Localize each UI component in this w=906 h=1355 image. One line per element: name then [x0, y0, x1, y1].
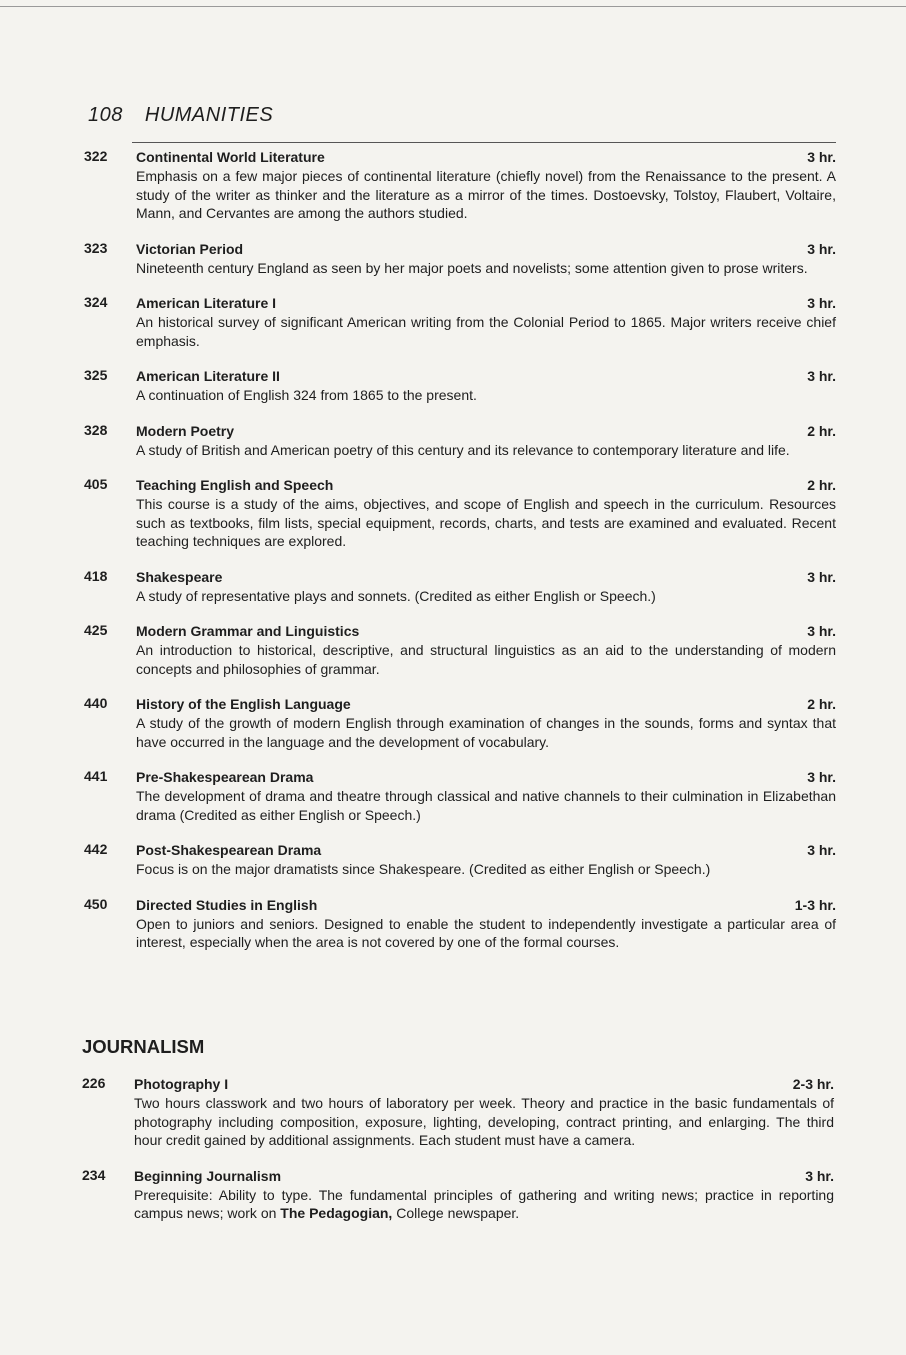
- course-hours: 2-3 hr.: [792, 1076, 834, 1092]
- course-hours: 3 hr.: [807, 842, 836, 858]
- course-title: Teaching English and Speech: [136, 477, 334, 493]
- course-entry: [84, 476, 836, 551]
- header-rule: [132, 142, 836, 143]
- course-hours: 2 hr.: [807, 422, 836, 439]
- course-title: Shakespeare: [136, 568, 223, 585]
- page-number: 108: [88, 104, 123, 126]
- course-hours: 3 hr.: [807, 240, 836, 257]
- course-heading: [136, 367, 836, 386]
- course-heading: [136, 695, 836, 714]
- course-number: 328: [84, 421, 108, 438]
- course-heading: [136, 294, 836, 313]
- course-title: Victorian Period: [136, 240, 244, 257]
- course-number: 441: [84, 768, 108, 784]
- course-entry: [82, 1167, 834, 1223]
- course-heading: [136, 568, 836, 587]
- course-description: This course is a study of the aims, objectives, and scope of English and speech in the curriculum. Resources such as textbooks, film lists, special equipment, records, charts, and tests are examined and evaluated. Recent teaching techniques are explored.: [136, 496, 836, 549]
- course-entry: [84, 148, 836, 223]
- newspaper-name: The Pedagogian,: [280, 1205, 393, 1221]
- course-description: An historical survey of significant American writing from the Colonial Period to 1865. Major writers receive chief emphasis.: [136, 314, 836, 349]
- course-entry: [84, 422, 836, 460]
- course-number: 425: [84, 622, 108, 638]
- course-hours: 2 hr.: [807, 696, 836, 712]
- course-heading: [134, 1167, 834, 1186]
- course-entry: [84, 768, 836, 824]
- course-number: 442: [84, 841, 108, 857]
- course-hours: 2 hr.: [807, 477, 836, 493]
- page-header: [88, 104, 838, 127]
- course-title: Modern Poetry: [136, 422, 235, 439]
- course-hours: 3 hr.: [807, 295, 836, 311]
- course-heading: [136, 622, 836, 641]
- course-heading: [136, 422, 836, 441]
- journalism-section: [82, 1030, 834, 1240]
- course-title: History of the English Language: [136, 696, 351, 712]
- course-title: Pre-Shakespearean Drama: [136, 769, 314, 785]
- course-description: Nineteenth century England as seen by her major poets and novelists; some attention given to prose writers.: [136, 259, 808, 276]
- course-entry: [84, 622, 836, 678]
- course-description: Two hours classwork and two hours of laboratory per week. Theory and practice in the basic fundamentals of photography including composition, exposure, lighting, developing, contract printing, and enlarging. The third hour credit gained by additional assignments. Each student must have a camera.: [134, 1095, 834, 1148]
- course-heading: [136, 240, 836, 259]
- course-heading: [136, 841, 836, 860]
- course-title: Continental World Literature: [136, 149, 325, 165]
- course-description: An introduction to historical, descriptive, and structural linguistics as an aid to the understanding of modern concepts and philosophies of grammar.: [136, 642, 836, 677]
- course-description: Open to juniors and seniors. Designed to enable the student to independently investigate a particular area of interest, especially when the area is not covered by one of the formal courses.: [136, 915, 836, 950]
- section-title: HUMANITIES: [144, 104, 274, 126]
- course-heading: [134, 1075, 834, 1094]
- course-hours: 3 hr.: [807, 368, 836, 384]
- course-hours: 3 hr.: [807, 623, 836, 639]
- course-heading: [136, 768, 836, 787]
- course-description: Prerequisite: Ability to type. The fundamental principles of gathering and writing news; practice in reporting campus news; work on The Pedagogian, College newspaper.: [134, 1186, 834, 1221]
- course-description: A study of British and American poetry of this century and its relevance to contemporary literature and life.: [136, 441, 790, 458]
- journalism-course-list: [82, 1075, 834, 1223]
- course-hours: 3 hr.: [807, 149, 836, 165]
- course-entry: [84, 841, 836, 879]
- course-number: 323: [84, 239, 108, 256]
- course-number: 324: [84, 294, 108, 310]
- course-title: Post-Shakespearean Drama: [136, 842, 322, 858]
- course-heading: [136, 896, 836, 915]
- english-course-list: [84, 148, 836, 969]
- course-title: Photography I: [134, 1076, 229, 1092]
- course-number: 450: [84, 895, 108, 912]
- course-heading: [136, 476, 836, 495]
- course-title: Modern Grammar and Linguistics: [136, 623, 360, 639]
- course-hours: 3 hr.: [807, 769, 836, 785]
- course-description: A study of representative plays and sonnets. (Credited as either English or Speech.): [136, 587, 656, 604]
- course-entry: [84, 294, 836, 350]
- course-entry: [84, 896, 836, 952]
- course-title: American Literature II: [136, 368, 280, 384]
- course-description: Emphasis on a few major pieces of continental literature (chiefly novel) from the Renaissance to the present. A study of the writer as thinker and the literature as a mirror of the times. Dostoevsky, Tolstoy, Flaubert, Voltaire, Mann, and Cervantes are among the authors studied.: [136, 168, 836, 221]
- course-hours: 3 hr.: [807, 568, 836, 585]
- course-title: Directed Studies in English: [136, 896, 318, 913]
- course-number: 418: [84, 567, 108, 584]
- course-description: Focus is on the major dramatists since Shakespeare. (Credited as either English or Speech.): [136, 861, 711, 877]
- course-description: A study of the growth of modern English through examination of changes in the sounds, forms and syntax that have occurred in the language and the development of vocabulary.: [136, 715, 836, 750]
- course-entry: [84, 568, 836, 606]
- course-hours: 3 hr.: [805, 1167, 834, 1184]
- course-number: 325: [84, 367, 108, 383]
- course-number: 234: [82, 1166, 106, 1183]
- course-title: American Literature I: [136, 295, 277, 311]
- journalism-heading: JOURNALISM: [82, 1036, 205, 1057]
- course-description: A continuation of English 324 from 1865 to the present.: [136, 387, 477, 403]
- course-entry: [82, 1075, 834, 1150]
- course-number: 226: [82, 1075, 106, 1091]
- course-title: Beginning Journalism: [134, 1167, 282, 1184]
- course-entry: [84, 240, 836, 278]
- course-hours: 1-3 hr.: [794, 896, 836, 913]
- course-number: 405: [84, 476, 108, 492]
- course-entry: [84, 695, 836, 751]
- top-scan-rule: [0, 6, 906, 7]
- course-number: 322: [84, 148, 108, 164]
- course-number: 440: [84, 695, 108, 711]
- course-heading: [136, 148, 836, 167]
- course-description: The development of drama and theatre through classical and native channels to their culmination in Elizabethan drama (Credited as either English or Speech.): [136, 788, 836, 823]
- course-entry: [84, 367, 836, 405]
